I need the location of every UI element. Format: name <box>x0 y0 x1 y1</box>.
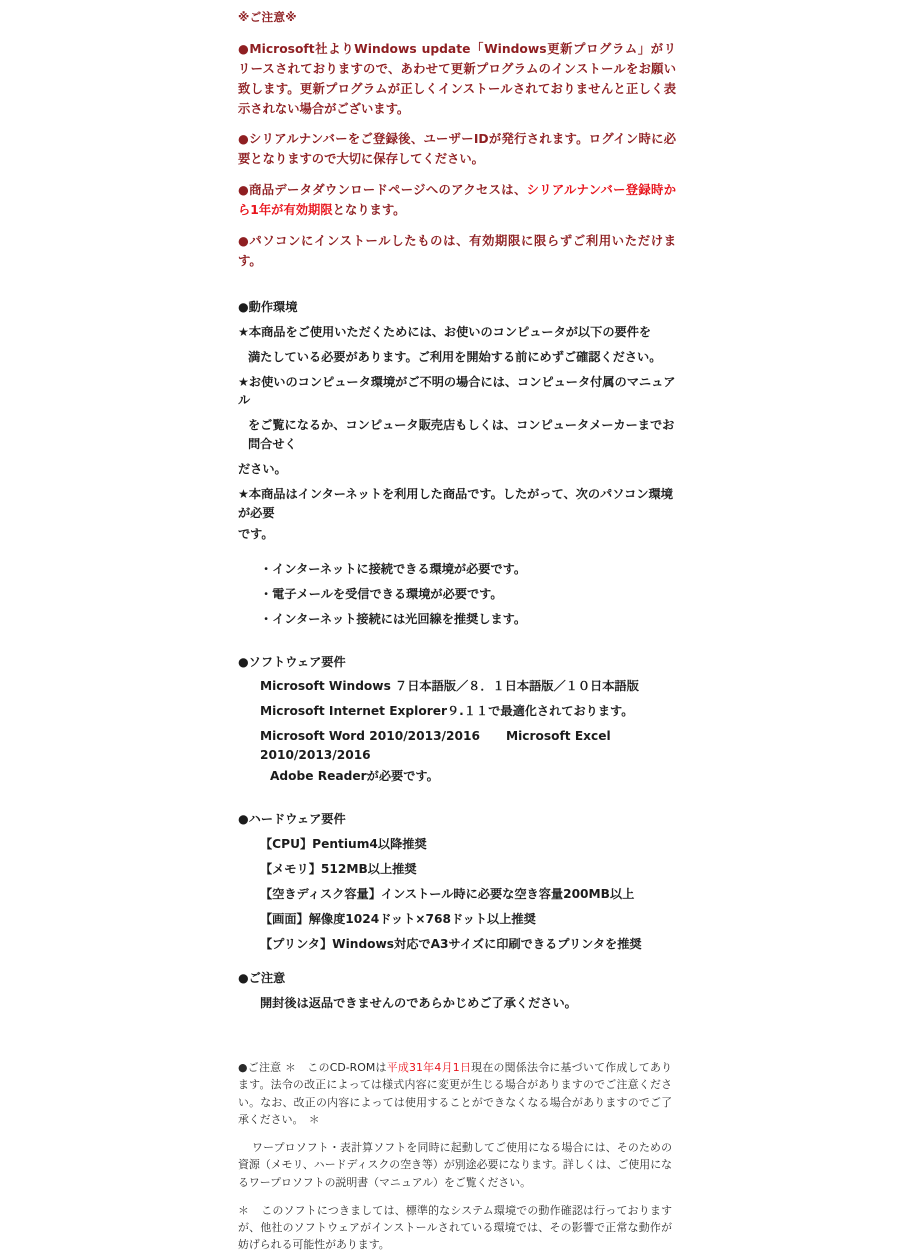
environment-line-7: です。 <box>238 526 274 541</box>
download-expiry-suffix: となります。 <box>332 203 406 218</box>
environment-bullet-fiber: ・インターネット接続には光回線を推奨します。 <box>260 611 527 626</box>
environment-line-3: ★お使いのコンピュータ環境がご不明の場合には、コンピュータ付属のマニュアル <box>238 374 676 408</box>
footnote-section <box>238 1059 672 1253</box>
software-adobe-reader: Adobe Readerが必要です。 <box>270 769 439 784</box>
spacer-before-bullets <box>238 550 676 560</box>
footnote-legal-basis <box>238 1059 672 1128</box>
footnote-compatibility <box>238 1202 672 1253</box>
hardware-cpu: 【CPU】Pentium4以降推奨 <box>260 836 427 851</box>
hardware-disk-space: 【空きディスク容量】インストール時に必要な空き容量200MB以上 <box>260 886 635 901</box>
return-notice-text: 開封後は返品できませんのであらかじめご了承ください。 <box>260 996 577 1011</box>
footnote-date-highlight: 平成31年4月1日 <box>386 1061 472 1075</box>
environment-line-2: 満たしている必要があります。ご利用を開始する前にめずご確認ください。 <box>248 349 662 364</box>
environment-line-6: ★本商品はインターネットを利用した商品です。したがって、次のパソコン環境が必要 <box>238 487 673 520</box>
software-excel: Microsoft Excel 2010/2013/2016 <box>260 729 611 763</box>
document-content-column <box>238 8 676 1253</box>
hardware-heading: ●ハードウェア要件 <box>238 811 346 826</box>
footnote-marker: ＊ <box>238 1203 250 1217</box>
environment-bullet-internet: ・インターネットに接続できる環境が必要です。 <box>260 561 527 576</box>
requirements-section <box>238 298 676 1013</box>
download-expiry-highlight: シリアルナンバー登録時から1年が有効期限 <box>238 183 676 218</box>
software-windows-versions: Microsoft Windows ７日本語版／８．１日本語版／１０日本語版 <box>260 679 639 694</box>
download-expiry-prefix: ●商品データダウンロードページへのアクセスは、 <box>238 183 527 198</box>
return-notice-heading: ●ご注意 <box>238 971 286 986</box>
environment-line-4: をご覧になるか、コンピュータ販売店もしくは、コンピュータメーカーまでお問合せく <box>248 418 675 452</box>
hardware-memory: 【メモリ】512MB以上推奨 <box>260 861 417 876</box>
hardware-display: 【画面】解像度1024ドット×768ドット以上推奨 <box>260 911 536 926</box>
notice-item-download-expiry <box>238 181 676 221</box>
environment-heading: ●動作環境 <box>238 299 298 314</box>
environment-line-5: ださい。 <box>238 462 287 477</box>
software-internet-explorer: Microsoft Internet Explorer９.１１で最適化されております。 <box>260 704 634 719</box>
spacer-after-notice <box>238 272 676 298</box>
hardware-printer: 【プリンタ】Windows対応でA3サイズに印刷できるプリンタを推奨 <box>260 936 642 951</box>
environment-bullet-email: ・電子メールを受信できる環境が必要です。 <box>260 586 503 601</box>
footnote-resources: ワープロソフト・表計算ソフトを同時に起動してご使用になる場合には、そのための資源（メモリ、ハードディスクの空き等）が別途必要になります。詳しくは、ご使用になるワープロソフトの説明書（マニュアル）をご覧ください。 <box>238 1141 672 1189</box>
software-heading: ●ソフトウェア要件 <box>238 654 346 669</box>
notice-item-windows-update: ●Microsoft社よりWindows update「Windows更新プログラム」がリリースされておりますので、あわせて更新プログラムのインストールをお願い致します。更新プログラムが正しくインストールされておりませんと正しく表示されない場合がございます。 <box>238 41 676 116</box>
spacer-before-return-notice <box>238 959 676 969</box>
footnote-compatibility-text: このソフトにつきましては、標準的なシステム環境での動作確認は行っておりますが、他社のソフトウェアがインストールされている環境では、その影響で正常な動作が妨げられる可能性があります。 <box>238 1203 672 1252</box>
spacer-before-software <box>238 635 676 653</box>
environment-line-1: ★本商品をご使用いただくためには、お使いのコンピュータが以下の要件を <box>238 324 652 339</box>
notice-heading: ※ご注意※ <box>238 10 297 24</box>
notice-section <box>238 8 676 272</box>
footnote-suffix: 現在の関係法令に基づいて作成してあります。法令の改正によっては様式内容に変更が生じる場合がありますのでご注意ください。なお、改正の内容によっては使用することができなくなる場合がありますのでご了承ください。 ＊ <box>238 1061 673 1126</box>
software-word: Microsoft Word 2010/2013/2016 <box>260 729 480 744</box>
software-office-row <box>238 727 676 765</box>
notice-item-installed-usage: ●パソコンにインストールしたものは、有効期限に限らずご利用いただけます。 <box>238 234 676 268</box>
notice-item-serial-number: ●シリアルナンバーをご登録後、ユーザーIDが発行されます。ログイン時に必要となりますので大切に保存してください。 <box>238 132 676 167</box>
spacer-before-footnote <box>238 1019 676 1059</box>
footnote-prefix: ●ご注意 ＊ このCD-ROMは <box>238 1061 387 1075</box>
spacer-before-hardware <box>238 792 676 810</box>
